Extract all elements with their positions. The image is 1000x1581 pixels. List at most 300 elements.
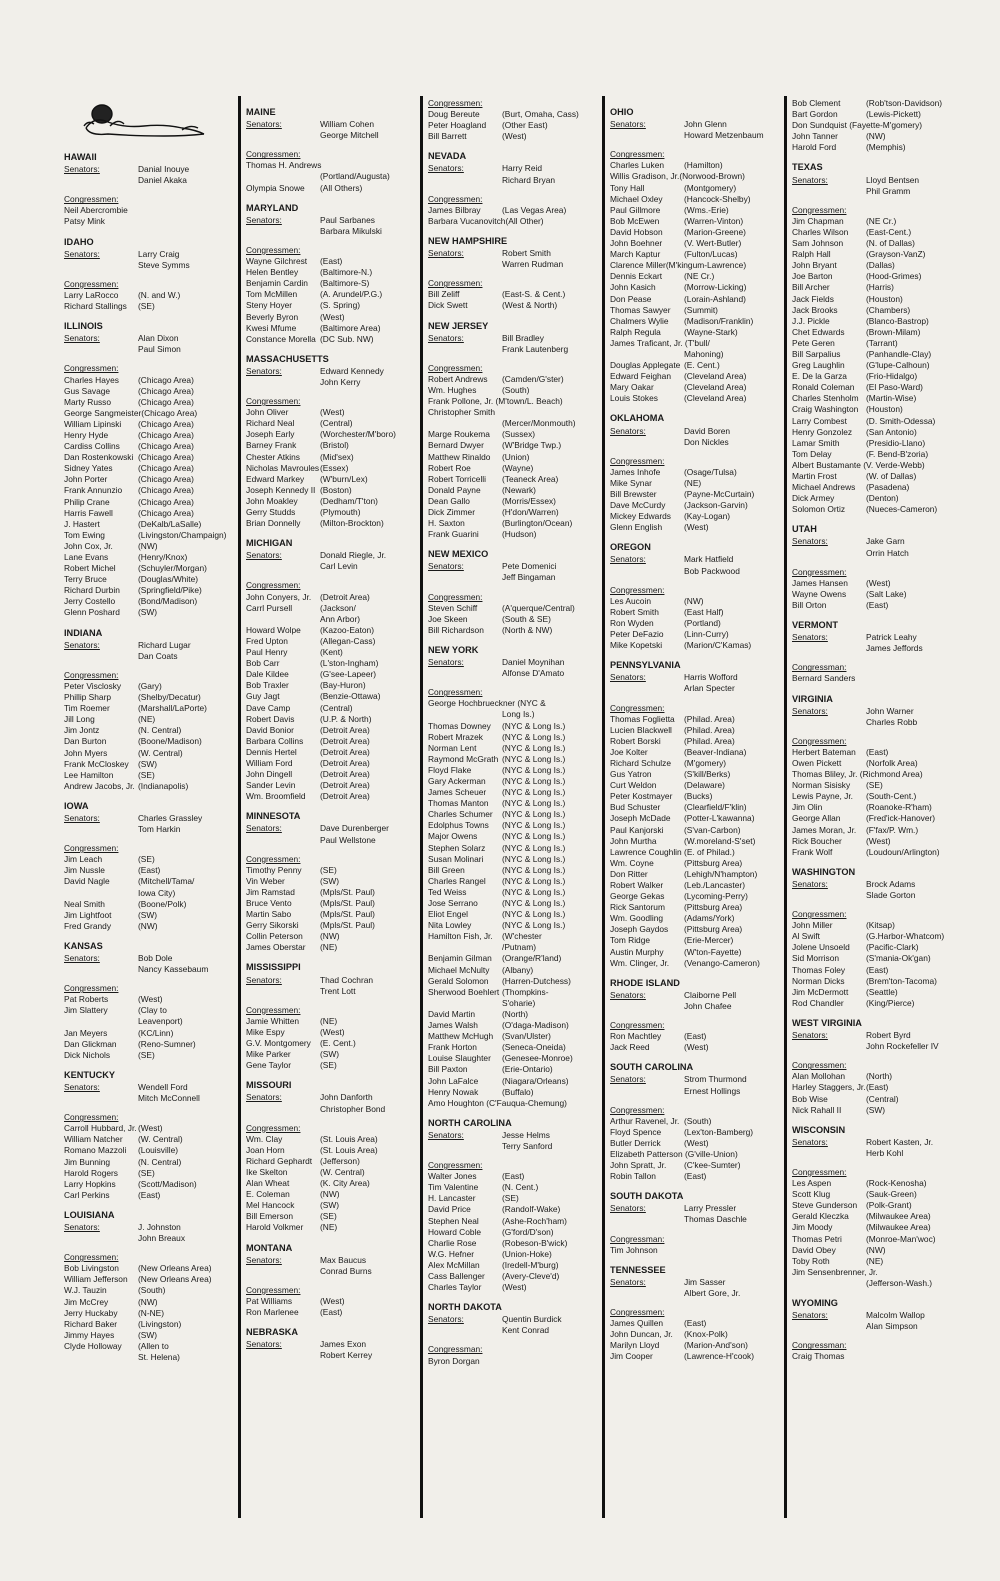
senator-name: Alan Dixon [138, 333, 179, 344]
member-row [246, 507, 421, 518]
member-name: Phillip Sharp [64, 692, 112, 703]
member-row [792, 589, 967, 600]
member-name [246, 377, 320, 388]
member-row [64, 1330, 239, 1341]
member-name: Frank Guarini [428, 529, 479, 540]
member-row [64, 607, 239, 618]
section-label-row [246, 1123, 421, 1134]
district-area: (South) [502, 384, 530, 395]
member-name: Alan Mollohan [792, 1071, 846, 1082]
member-name: Robert Walker [610, 880, 664, 890]
member-row [246, 625, 421, 636]
member-row [610, 183, 785, 194]
state-heading: WASHINGTON [792, 866, 856, 877]
member-name [246, 1350, 320, 1361]
member-row [64, 574, 239, 585]
state-heading: VERMONT [792, 620, 838, 631]
district-area: (East) [138, 865, 161, 876]
member-name [610, 683, 684, 694]
member-name [64, 1016, 138, 1027]
district-area: (Chicago Area) [138, 385, 194, 396]
member-name: H. Lancaster [428, 1193, 476, 1204]
district-area: Alfonse D'Amato [502, 668, 565, 679]
member-name: Wayne Gilchrest [246, 256, 308, 267]
member-name [610, 1214, 684, 1225]
district-area: (Chicago Area) [138, 507, 194, 518]
member-row [428, 1182, 603, 1193]
section-label-row [610, 149, 785, 160]
district-area: Paul Simon [138, 344, 181, 355]
member-row [64, 1050, 239, 1061]
member-row [428, 507, 603, 518]
member-name: John Murtha [610, 835, 657, 846]
member-row [792, 847, 967, 858]
member-row [428, 1227, 603, 1238]
member-name: Gus Savage [64, 385, 111, 396]
member-row [246, 1060, 421, 1071]
member-name: Edward Markey [246, 473, 305, 484]
member-row [64, 552, 239, 563]
member-name: Tim Valentine [428, 1182, 479, 1193]
member-row [610, 791, 785, 802]
district-area: (NE) [866, 1255, 884, 1266]
member-row [610, 1171, 785, 1182]
district-area: Long Is.) [502, 709, 535, 720]
member-row [428, 1356, 603, 1367]
member-name: Thomas Sawyer [610, 304, 671, 315]
member-row [64, 463, 239, 474]
member-row [428, 1042, 603, 1053]
member-row [428, 463, 603, 474]
spacer [428, 679, 603, 687]
member-entry: Jim Sensenbrenner, Jr. [792, 1266, 878, 1277]
senator-name: Robert Byrd [866, 1030, 911, 1041]
district-area: (Rob'tson-Davidson) [866, 98, 943, 108]
spacer [246, 388, 421, 396]
section-label-row [428, 1344, 603, 1355]
district-area: (K. City Area) [320, 1178, 370, 1189]
member-row [246, 1016, 421, 1027]
district-area: (Loudoun/Arlington) [866, 846, 940, 857]
section-label-row [428, 1314, 603, 1325]
district-area: (Central) [320, 418, 353, 429]
member-row [246, 714, 421, 725]
member-name: Dan Burton [64, 736, 107, 747]
role-label: Senators: [246, 365, 282, 376]
district-area: Richard Bryan [502, 174, 556, 185]
member-name [428, 942, 502, 953]
member-row [792, 416, 967, 427]
district-area: (Leb./Lancaster) [684, 880, 745, 890]
state-heading: SOUTH DAKOTA [610, 1191, 684, 1202]
member-row [428, 987, 603, 998]
member-name [428, 1141, 502, 1152]
senator-name: Paul Sarbanes [320, 214, 375, 225]
member-name: George Sangmeister [64, 407, 142, 418]
section-label-row [64, 640, 239, 651]
member-name: Norman Lent [428, 742, 477, 753]
member-name: Lane Evans [64, 552, 109, 562]
member-row [64, 497, 239, 508]
section-label-row [610, 1234, 785, 1245]
district-area [138, 216, 239, 227]
district-area: (NE) [138, 714, 156, 725]
section-label-row [428, 194, 603, 205]
member-row [792, 238, 967, 249]
district-area: (Livingston) [138, 1318, 182, 1329]
section-label-row [64, 1222, 239, 1233]
column-5 [788, 98, 970, 1518]
member-row [610, 1214, 785, 1225]
member-name: Mary Oakar [610, 382, 654, 393]
member-row [246, 603, 421, 614]
member-name: Henry Hyde [64, 429, 109, 440]
member-row [246, 1178, 421, 1189]
role-label: Senators: [610, 119, 646, 130]
district-area: (NE) [684, 477, 702, 488]
member-row [428, 518, 603, 529]
district-area: (V. Wert-Butler) [684, 238, 742, 249]
district-area: (Presidio-Llano) [866, 437, 926, 448]
district-area: (Brown-Milam) [866, 326, 921, 337]
member-name: Jack Brooks [792, 304, 838, 315]
section-label-row [428, 657, 603, 668]
member-row [610, 160, 785, 171]
district-area: Charles Robb [866, 716, 918, 727]
member-row [792, 349, 967, 360]
district-area: (Mpls/St. Paul) [320, 898, 375, 908]
member-row [246, 463, 421, 474]
member-name: Alan Wheat [246, 1178, 290, 1189]
member-row [64, 1341, 239, 1352]
member-row [246, 267, 421, 278]
member-row [428, 1141, 603, 1152]
district-area: Howard Metzenbaum [684, 130, 764, 141]
spacer [792, 197, 967, 205]
district-area: (DC Sub. NW) [320, 333, 374, 344]
district-area: (Mpls/St. Paul) [320, 920, 375, 931]
member-row [610, 596, 785, 607]
district-area: (Hancock-Shelby) [684, 193, 751, 204]
member-row [246, 130, 421, 141]
member-row [428, 787, 603, 798]
member-row [64, 216, 239, 227]
district-area: (Chicago Area) [138, 429, 194, 440]
district-area: (Summit) [684, 304, 718, 315]
member-row [428, 931, 603, 942]
member-name: Robert Andrews [428, 373, 488, 384]
member-name [792, 1148, 866, 1159]
state-heading: WEST VIRGINIA [792, 1017, 862, 1028]
member-name: Gerald Solomon [428, 975, 489, 986]
member-name: Austin Murphy [610, 946, 664, 957]
member-name [792, 1278, 866, 1289]
district-area: (Avery-Cleve'd) [502, 1271, 560, 1281]
member-row [792, 371, 967, 382]
district-area: (Warren-Vinton) [684, 215, 744, 226]
section-label-row [792, 1340, 967, 1351]
member-name: Ike Skelton [246, 1166, 288, 1177]
district-area: (N. Central) [138, 725, 182, 736]
member-entry: Thomas Bliley, Jr. (Richmond Area) [792, 769, 923, 780]
member-name: Martin Frost [792, 471, 837, 481]
district-area: (East) [502, 1171, 525, 1182]
role-label: Congressmen: [246, 1004, 301, 1015]
district-area: (Chambers) [866, 304, 911, 315]
member-row [246, 658, 421, 669]
member-name: Charles Rangel [428, 875, 486, 886]
member-row [246, 312, 421, 323]
member-row [64, 290, 239, 301]
district-area: (SW) [320, 1200, 340, 1211]
district-area: (King/Pierce) [866, 997, 915, 1008]
member-name: John Myers [64, 747, 108, 758]
district-area: (Philad. Area) [684, 735, 735, 746]
member-name: James Scheuer [428, 787, 487, 798]
role-label: Senators: [64, 812, 100, 823]
member-row [610, 467, 785, 478]
section-label-row [610, 1074, 785, 1085]
senator-name: J. Johnston [138, 1221, 181, 1232]
district-area: (Detroit Area) [320, 791, 370, 802]
member-row [428, 1325, 603, 1336]
role-label: Senators: [428, 1129, 464, 1140]
member-name: Sidney Yates [64, 463, 113, 474]
member-row [428, 429, 603, 440]
member-row [64, 703, 239, 714]
column-4 [606, 98, 788, 1518]
member-name: Wm. Clinger, Jr. [610, 957, 670, 968]
spacer [610, 1226, 785, 1234]
member-entry: Don Sundquist (Fayette-M'gomery) [792, 120, 923, 131]
district-area: (M'gomery) [684, 757, 727, 768]
section-label-row [246, 1339, 421, 1350]
member-row [792, 747, 967, 758]
member-row [246, 377, 421, 388]
district-area: (East-S. & Cent.) [502, 289, 566, 300]
member-row [610, 769, 785, 780]
member-row [428, 131, 603, 142]
member-name [246, 561, 320, 572]
member-row [792, 920, 967, 931]
spacer [64, 1104, 239, 1112]
district-area: (NYC & Long Is.) [502, 798, 566, 809]
member-name: Joe Kolter [610, 746, 648, 757]
district-area: Frank Lautenberg [502, 343, 569, 354]
section-label-row [246, 396, 421, 407]
state-heading: ILLINOIS [64, 321, 103, 332]
member-name: Herbert Bateman [792, 746, 856, 757]
district-area: (Beaver-Indiana) [684, 746, 747, 757]
district-area: (Schuyler/Morgan) [138, 563, 207, 574]
district-area: (South & SE) [502, 613, 551, 624]
state-heading: IOWA [64, 800, 89, 811]
member-row [428, 843, 603, 854]
district-area: (North) [866, 1071, 893, 1082]
district-area: (Potter-L'kawanna) [684, 813, 755, 824]
district-area: (Norfolk Area) [866, 757, 918, 768]
member-name: Philip Crane [64, 496, 110, 507]
district-area: (U.P. & North) [320, 713, 372, 724]
member-name: Bruce Vento [246, 898, 292, 908]
district-area: (Mid'sex) [320, 451, 354, 462]
member-row [428, 865, 603, 876]
section-label-row [64, 953, 239, 964]
district-area: (North & NW) [502, 624, 553, 635]
member-row [428, 976, 603, 987]
member-name: William Jefferson [64, 1274, 128, 1285]
state-heading: MONTANA [246, 1242, 293, 1253]
member-name [64, 260, 138, 271]
district-area: (N. and W.) [138, 289, 181, 300]
member-row [246, 780, 421, 791]
state-heading: TEXAS [792, 162, 823, 173]
district-area: (Las Vegas Area) [502, 204, 567, 215]
member-name: Charlie Rose [428, 1237, 477, 1248]
member-name [246, 835, 320, 846]
district-area: (Benzie-Ottawa) [320, 691, 381, 702]
member-name: Robert Torricelli [428, 473, 487, 484]
state-heading: KENTUCKY [64, 1069, 116, 1080]
district-area: (N. of Dallas) [866, 238, 915, 249]
section-label-row [792, 1060, 967, 1071]
district-area: (NW) [320, 931, 340, 942]
district-area: (Detroit Area) [320, 591, 370, 602]
district-area: (Roanoke-R'ham) [866, 802, 932, 813]
member-name: James Oberstar [246, 942, 306, 953]
member-name: Tom McMillen [246, 289, 298, 300]
district-area: (Burt, Omaha, Cass) [502, 109, 579, 120]
member-name: Hamilton Fish, Jr. [428, 931, 493, 942]
district-area: (Erie-Mercer) [684, 935, 734, 946]
member-row [246, 1307, 421, 1318]
district-area: (Marion-Greene) [684, 226, 746, 237]
section-label-row [792, 662, 967, 673]
state-heading: MICHIGAN [246, 538, 293, 549]
member-name: Terry Bruce [64, 574, 107, 585]
member-name: John Bryant [792, 260, 837, 271]
district-area: (New Orleans Area) [138, 1263, 212, 1274]
district-area: (NE) [320, 942, 338, 953]
member-row [792, 98, 967, 109]
member-name: Sander Levin [246, 780, 296, 791]
member-row [610, 371, 785, 382]
district-area: (NW) [138, 920, 158, 931]
member-name [246, 1104, 320, 1115]
role-label: Congressmen: [428, 687, 483, 698]
member-name: Lamar Smith [792, 437, 840, 448]
district-area: (St. Louis Area) [320, 1144, 378, 1155]
district-area: (Jackson-Garvin) [684, 500, 748, 511]
member-name: Pat Williams [246, 1295, 293, 1306]
district-area: (Jackson/ [320, 602, 356, 613]
member-name: Charles Schumer [428, 809, 493, 820]
district-area: (Plymouth) [320, 507, 361, 517]
district-area: (Boone/Madison) [138, 736, 202, 747]
member-name: Mel Hancock [246, 1200, 295, 1211]
district-area: Trent Lott [320, 985, 356, 996]
senator-name: Richard Lugar [138, 639, 191, 650]
member-row [792, 942, 967, 953]
district-area: (Albany) [502, 964, 534, 975]
district-area: (SE) [138, 1049, 155, 1060]
member-row [428, 418, 603, 429]
member-row [246, 429, 421, 440]
member-name [64, 175, 138, 186]
member-name: Bob Carr [246, 658, 280, 669]
member-row [64, 759, 239, 770]
member-row [64, 452, 239, 463]
member-row [64, 1134, 239, 1145]
member-name: Wm. Coyne [610, 857, 654, 868]
district-area: Herb Kohl [866, 1147, 904, 1158]
member-name: Jamie Whitten [246, 1015, 300, 1026]
district-area: (NYC & Long Is.) [502, 898, 566, 908]
district-area: (W'Bridge Twp.) [502, 440, 562, 451]
district-area: (SE) [320, 1211, 337, 1222]
district-area: (Knox-Polk) [684, 1329, 728, 1340]
member-row [610, 271, 785, 282]
state-heading: RHODE ISLAND [610, 977, 680, 988]
role-label: Congressmen: [64, 983, 119, 994]
member-name: Bud Schuster [610, 802, 661, 813]
section-label-row [610, 672, 785, 683]
member-name: Harold Ford [792, 142, 837, 153]
district-area [866, 1351, 967, 1362]
member-row [610, 522, 785, 533]
member-row [428, 1020, 603, 1031]
member-name [610, 437, 684, 448]
senator-name: Harry Reid [502, 163, 543, 174]
district-area: Christopher Bond [320, 1103, 386, 1114]
member-name: Gerry Sikorski [246, 920, 299, 931]
senator-name: Brock Adams [866, 878, 916, 889]
district-area: (Harren-Dutchess) [502, 975, 571, 986]
member-row [64, 386, 239, 397]
state-heading: LOUISIANA [64, 1209, 115, 1220]
member-row [792, 186, 967, 197]
member-row [610, 294, 785, 305]
member-name: Gus Yatron [610, 769, 652, 780]
district-area: (West) [502, 1282, 527, 1293]
member-row [792, 1094, 967, 1105]
member-row [246, 920, 421, 931]
member-name: Floyd Flake [428, 764, 472, 775]
member-name: Joseph Early [246, 429, 295, 440]
member-name [428, 418, 502, 429]
member-row [428, 909, 603, 920]
member-name [792, 186, 866, 197]
member-name: Jan Meyers [64, 1027, 108, 1038]
member-name: Peter DeFazio [610, 629, 664, 640]
member-row [792, 802, 967, 813]
section-label-row [64, 670, 239, 681]
district-area: (Sussex) [502, 429, 536, 440]
senator-name: Strom Thurmond [684, 1074, 747, 1085]
district-area: (Gary) [138, 680, 162, 691]
spacer [246, 572, 421, 580]
member-row [64, 1190, 239, 1201]
member-row [792, 791, 967, 802]
role-label: Senators: [428, 163, 464, 174]
member-row [792, 717, 967, 728]
district-area: Phil Gramm [866, 185, 911, 196]
district-area: (Memphis) [866, 142, 906, 153]
role-label: Senators: [64, 1221, 100, 1232]
section-label-row [610, 554, 785, 565]
member-name: Donald Payne [428, 484, 481, 495]
district-area: (Adams/York) [684, 913, 735, 924]
